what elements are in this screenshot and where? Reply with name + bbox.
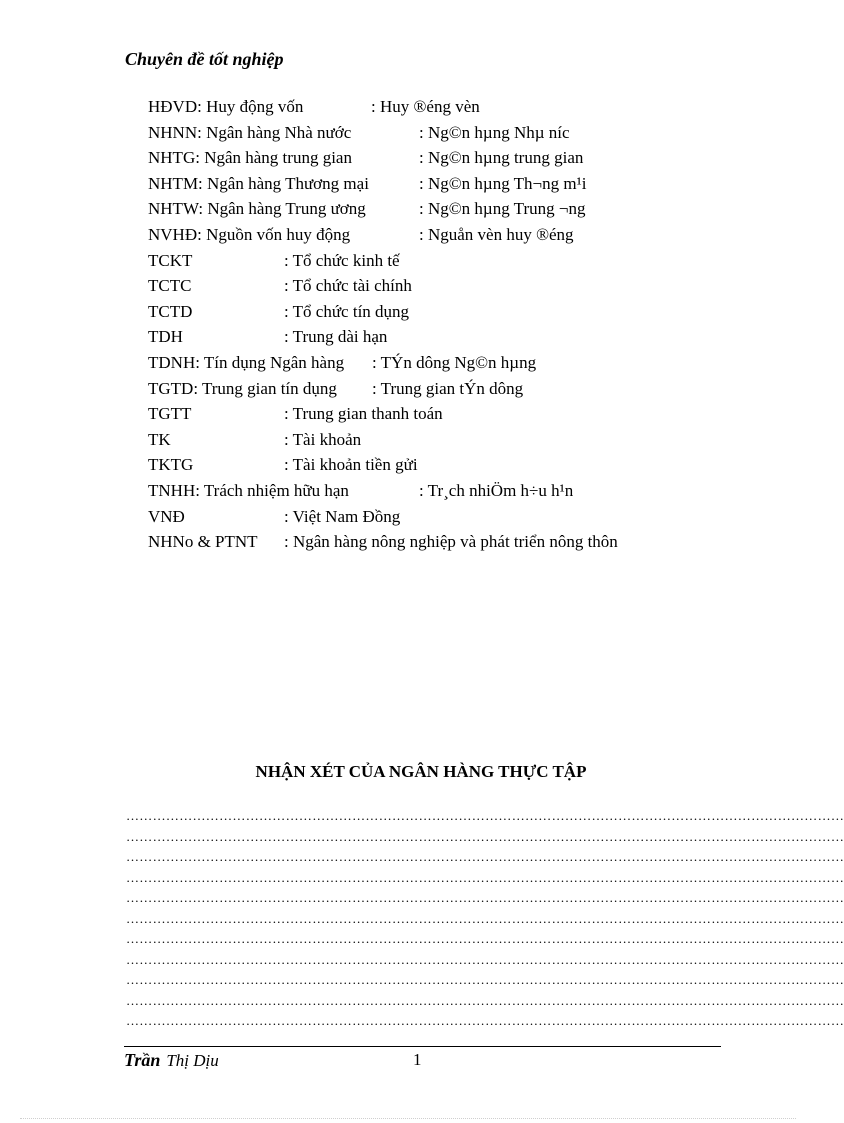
abbreviation-meaning: : Tổ chức tín dụng (284, 301, 410, 321)
abbreviation-term: NHNo & PTNT (148, 532, 258, 552)
abbreviation-meaning: : Trung gian tÝn dông (372, 378, 524, 398)
abbreviation-row (148, 529, 748, 555)
abbreviation-term: TCTC (148, 276, 192, 296)
comment-dotted-line: ……………………………………………………………………………………………………………………………………………… (126, 849, 844, 864)
abbreviation-term: TCKT (148, 250, 193, 270)
comment-dotted-line: ……………………………………………………………………………………………………………………………………………… (126, 808, 844, 823)
abbreviation-row (148, 504, 748, 530)
abbreviation-meaning: : Huy ®éng vèn (371, 97, 480, 116)
abbreviation-row (148, 452, 748, 478)
abbreviation-row (148, 248, 748, 274)
abbreviation-meaning: : Ngân hàng nông nghiệp và phát triển nông thôn (284, 532, 618, 552)
author-given-name: Thị Dịu (166, 1051, 219, 1070)
abbreviation-term: TKTG (148, 455, 194, 475)
comment-lines (126, 806, 844, 1032)
comment-dotted-line: ……………………………………………………………………………………………………………………………………………… (126, 890, 844, 905)
abbreviation-row (148, 376, 748, 402)
abbreviation-row (148, 222, 748, 248)
abbreviation-term: TNHH: Trách nhiệm hữu hạn (148, 480, 349, 500)
abbreviation-term: NHTW: Ngân hàng Trung ương (148, 199, 366, 219)
comment-dotted-line: ……………………………………………………………………………………………………………………………………………… (126, 869, 844, 885)
abbreviation-meaning: : Tổ chức kinh tế (284, 250, 400, 270)
abbreviation-term: NHNN: Ngân hàng Nhà nước (148, 122, 352, 142)
document-header-title: Chuyên đề tốt nghiệp (125, 49, 284, 69)
abbreviation-term: TGTT (148, 404, 192, 424)
abbreviation-term: TGTD: Trung gian tín dụng (148, 378, 337, 398)
abbreviation-meaning: : Trung dài hạn (284, 327, 388, 347)
abbreviation-meaning: : Ng©n hµng trung gian (419, 148, 584, 168)
abbreviation-meaning: : Tài khoản (284, 429, 362, 449)
abbreviation-term: TCTD (148, 301, 193, 321)
abbreviation-meaning: : Tài khoản tiền gửi (284, 455, 418, 475)
abbreviation-row (148, 273, 748, 299)
comment-dotted-line: ……………………………………………………………………………………………………………………………………………… (126, 951, 844, 967)
abbreviation-meaning: : Trung gian thanh toán (284, 404, 443, 424)
abbreviation-row (148, 94, 748, 120)
abbreviation-row (148, 427, 748, 453)
section-title: NHẬN XÉT CỦA NGÂN HÀNG THỰC TẬP (255, 762, 587, 781)
abbreviation-row (148, 196, 748, 222)
abbreviation-term: NVHĐ: Nguồn vốn huy động (148, 224, 351, 244)
abbreviation-meaning: : Tổ chức tài chính (284, 276, 412, 296)
abbreviation-meaning: : Ng©n hµng Nhµ níc (419, 122, 570, 142)
abbreviation-term: TDNH: Tín dụng Ngân hàng (148, 352, 345, 372)
abbreviation-row (148, 324, 748, 350)
comment-dotted-line: ……………………………………………………………………………………………………………………………………………… (126, 828, 844, 844)
abbreviation-list (148, 94, 748, 555)
abbreviation-meaning: : Ng©n hµng Trung ¬ng (419, 199, 586, 219)
comment-dotted-line: ……………………………………………………………………………………………………………………………………………… (126, 972, 844, 987)
footer-author (124, 1050, 219, 1071)
abbreviation-row (148, 171, 748, 197)
abbreviation-meaning: : Tr¸ch nhiÖm h÷u h¹n (419, 480, 574, 500)
page-bottom-border (20, 1118, 796, 1119)
comment-dotted-line: ……………………………………………………………………………………………………………………………………………… (126, 992, 844, 1008)
abbreviation-term: HĐVD: Huy động vốn (148, 97, 304, 116)
abbreviation-row (148, 478, 748, 504)
abbreviation-term: NHTM: Ngân hàng Thương mại (148, 173, 369, 193)
abbreviation-term: TK (148, 429, 171, 449)
abbreviation-meaning: : Ng©n hµng Th¬ng m¹i (419, 173, 587, 193)
abbreviation-row (148, 350, 748, 376)
author-surname: Trần (124, 1050, 161, 1070)
abbreviation-row (148, 145, 748, 171)
abbreviation-row (148, 120, 748, 146)
abbreviation-term: VNĐ (148, 506, 185, 526)
comment-dotted-line: ……………………………………………………………………………………………………………………………………………… (126, 910, 844, 926)
abbreviation-meaning: : Việt Nam Đồng (284, 506, 401, 526)
page-number: 1 (413, 1050, 422, 1069)
abbreviation-row (148, 401, 748, 427)
abbreviation-row (148, 299, 748, 325)
footer-divider (124, 1046, 721, 1047)
comment-dotted-line: ……………………………………………………………………………………………………………………………………………… (126, 1013, 844, 1028)
abbreviation-meaning: : TÝn dông Ng©n hµng (372, 352, 537, 372)
abbreviation-meaning: : Nguån vèn huy ®éng (419, 224, 574, 244)
abbreviation-term: NHTG: Ngân hàng trung gian (148, 148, 352, 168)
abbreviation-term: TDH (148, 327, 183, 347)
comment-dotted-line: ……………………………………………………………………………………………………………………………………………… (126, 931, 844, 946)
